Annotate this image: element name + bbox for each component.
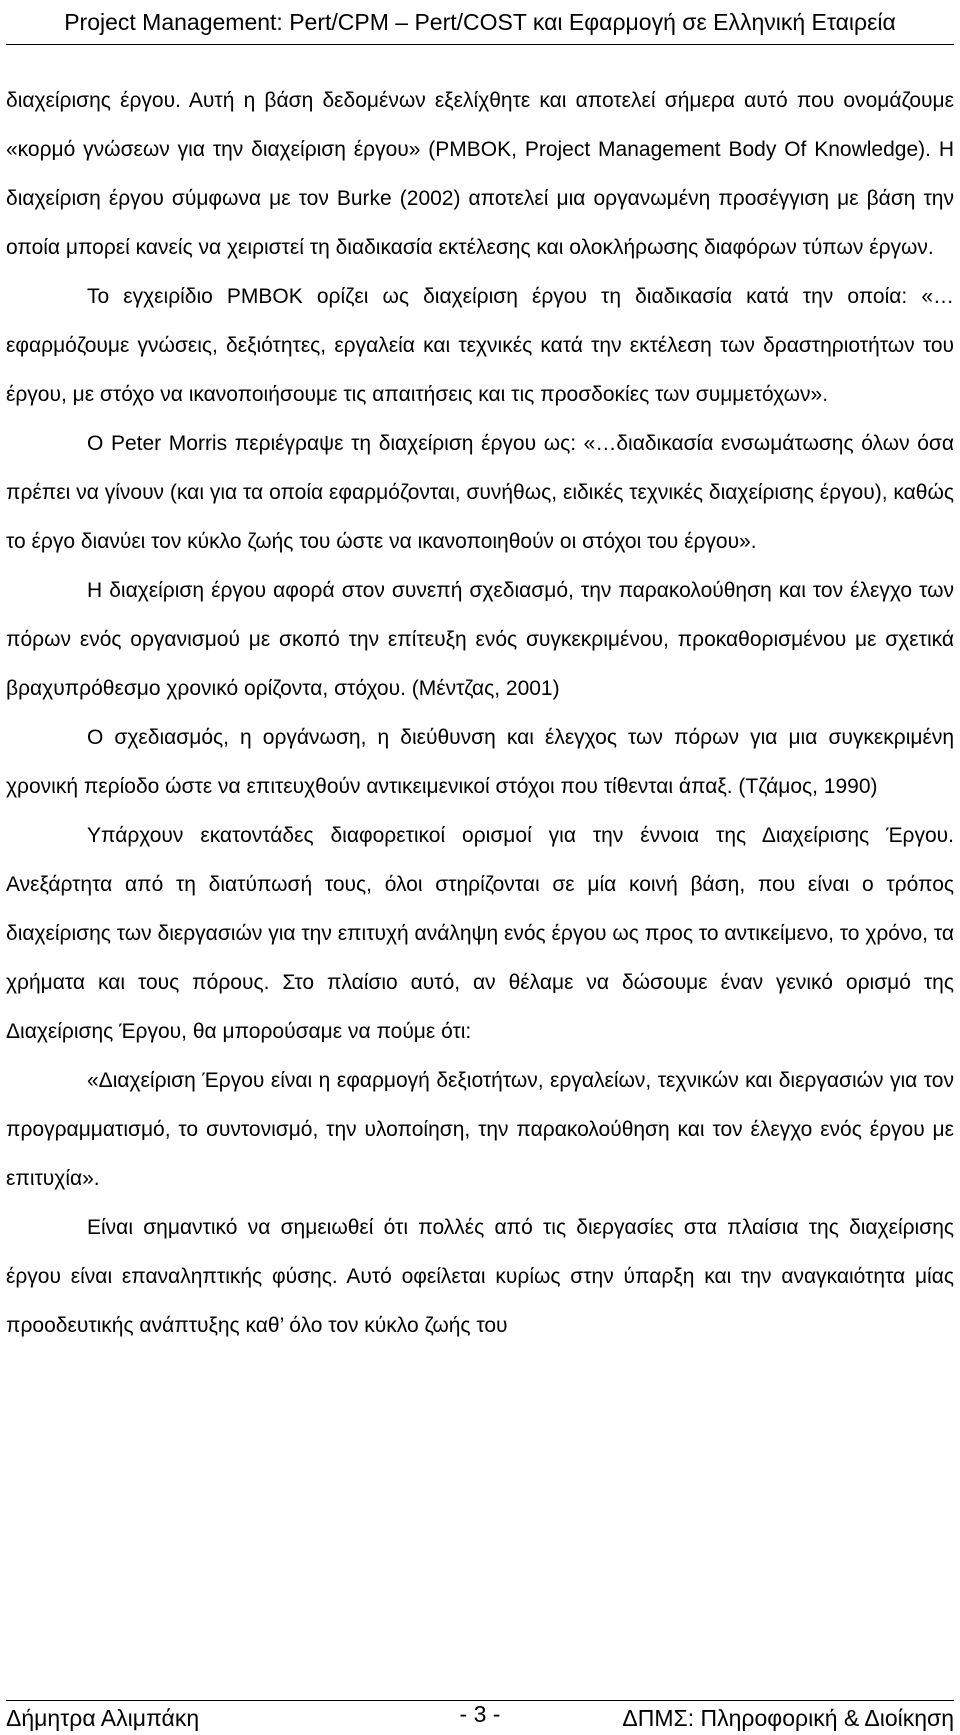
body-paragraph: Η διαχείριση έργου αφορά στον συνεπή σχεδιασμό, την παρακολούθηση και τον έλεγχο των πόρων ενός οργανισμού με σκοπό την επίτευξη ενός συγκεκριμένου, προκαθορισμένου με σχετικά βραχυπρόθεσμο χρονικό ορίζοντα, στόχου. (Μέντζας, 2001) [6, 579, 954, 700]
header-title: Project Management: Pert/CPM – Pert/COST και Εφαρμογή σε Ελληνική Εταιρεία [64, 9, 896, 35]
body-paragraph: Το εγχειρίδιο PMBOK ορίζει ως διαχείριση έργου τη διαδικασία κατά την οποία: «…εφαρμόζουμε γνώσεις, δεξιότητες, εργαλεία και τεχνικές κατά την εκτέλεση των δραστηριοτήτων του έργου, με στόχο να ικανοποιήσουμε τις απαιτήσεις και τις προσδοκίες των συμμετόχων». [6, 285, 954, 406]
page-body [6, 76, 954, 1350]
body-paragraph: Είναι σημαντικό να σημειωθεί ότι πολλές από τις διεργασίες στα πλαίσια της διαχείρισης έργου είναι επαναληπτικής φύσης. Αυτό οφείλεται κυρίως στην ύπαρξη και την αναγκαιότητα μίας προοδευτικής ανάπτυξης καθ’ όλο τον κύκλο ζωής του [6, 1216, 954, 1337]
header-divider [6, 44, 954, 45]
body-paragraph: «Διαχείριση Έργου είναι η εφαρμογή δεξιοτήτων, εργαλείων, τεχνικών και διεργασιών για τον προγραμματισμό, το συντονισμό, την υλοποίηση, την παρακολούθηση και τον έλεγχο ενός έργου με επιτυχία». [6, 1069, 954, 1190]
page-footer [6, 1701, 954, 1735]
body-paragraph: Ο σχεδιασμός, η οργάνωση, η διεύθυνση και έλεγχος των πόρων για μια συγκεκριμένη χρονική περίοδο ώστε να επιτευχθούν αντικειμενικοί στόχοι που τίθενται άπαξ. (Τζάμος, 1990) [6, 726, 954, 798]
footer-author: Δήμητρα Αλιμπάκη [6, 1705, 200, 1731]
footer-program: ΔΠΜΣ: Πληροφορική & Διοίκηση [622, 1705, 954, 1731]
body-paragraph: Ο Peter Morris περιέγραψε τη διαχείριση έργου ως: «…διαδικασία ενσωμάτωσης όλων όσα πρέπει να γίνουν (και για τα οποία εφαρμόζονται, συνήθως, ειδικές τεχνικές διαχείρισης έργου), καθώς το έργο διανύει τον κύκλο ζωής του ώστε να ικανοποιηθούν οι στόχοι του έργου». [6, 432, 954, 553]
page-header [6, 4, 954, 40]
body-paragraph: Υπάρχουν εκατοντάδες διαφορετικοί ορισμοί για την έννοια της Διαχείρισης Έργου. Ανεξάρτητα από τη διατύπωσή τους, όλοι στηρίζονται σε μία κοινή βάση, που είναι ο τρόπος διαχείρισης των διεργασιών για την επιτυχή ανάληψη ενός έργου ως προς το αντικείμενο, το χρόνο, τα χρήματα και τους πόρους. Στο πλαίσιο αυτό, αν θέλαμε να δώσουμε έναν γενικό ορισμό της Διαχείρισης Έργου, θα μπορούσαμε να πούμε ότι: [6, 824, 954, 1043]
body-paragraph: διαχείρισης έργου. Αυτή η βάση δεδομένων εξελίχθητε και αποτελεί σήμερα αυτό που ονομάζουμε «κορμό γνώσεων για την διαχείριση έργου» (PMBOK, Project Management Body Of Knowledge). Η διαχείριση έργου σύμφωνα με τον Burke (2002) αποτελεί μια οργανωμένη προσέγγιση με βάση την οποία μπορεί κανείς να χειριστεί τη διαδικασία εκτέλεσης και ολοκλήρωσης διαφόρων τύπων έργων. [6, 89, 954, 259]
page-number: - 3 - [459, 1701, 501, 1727]
